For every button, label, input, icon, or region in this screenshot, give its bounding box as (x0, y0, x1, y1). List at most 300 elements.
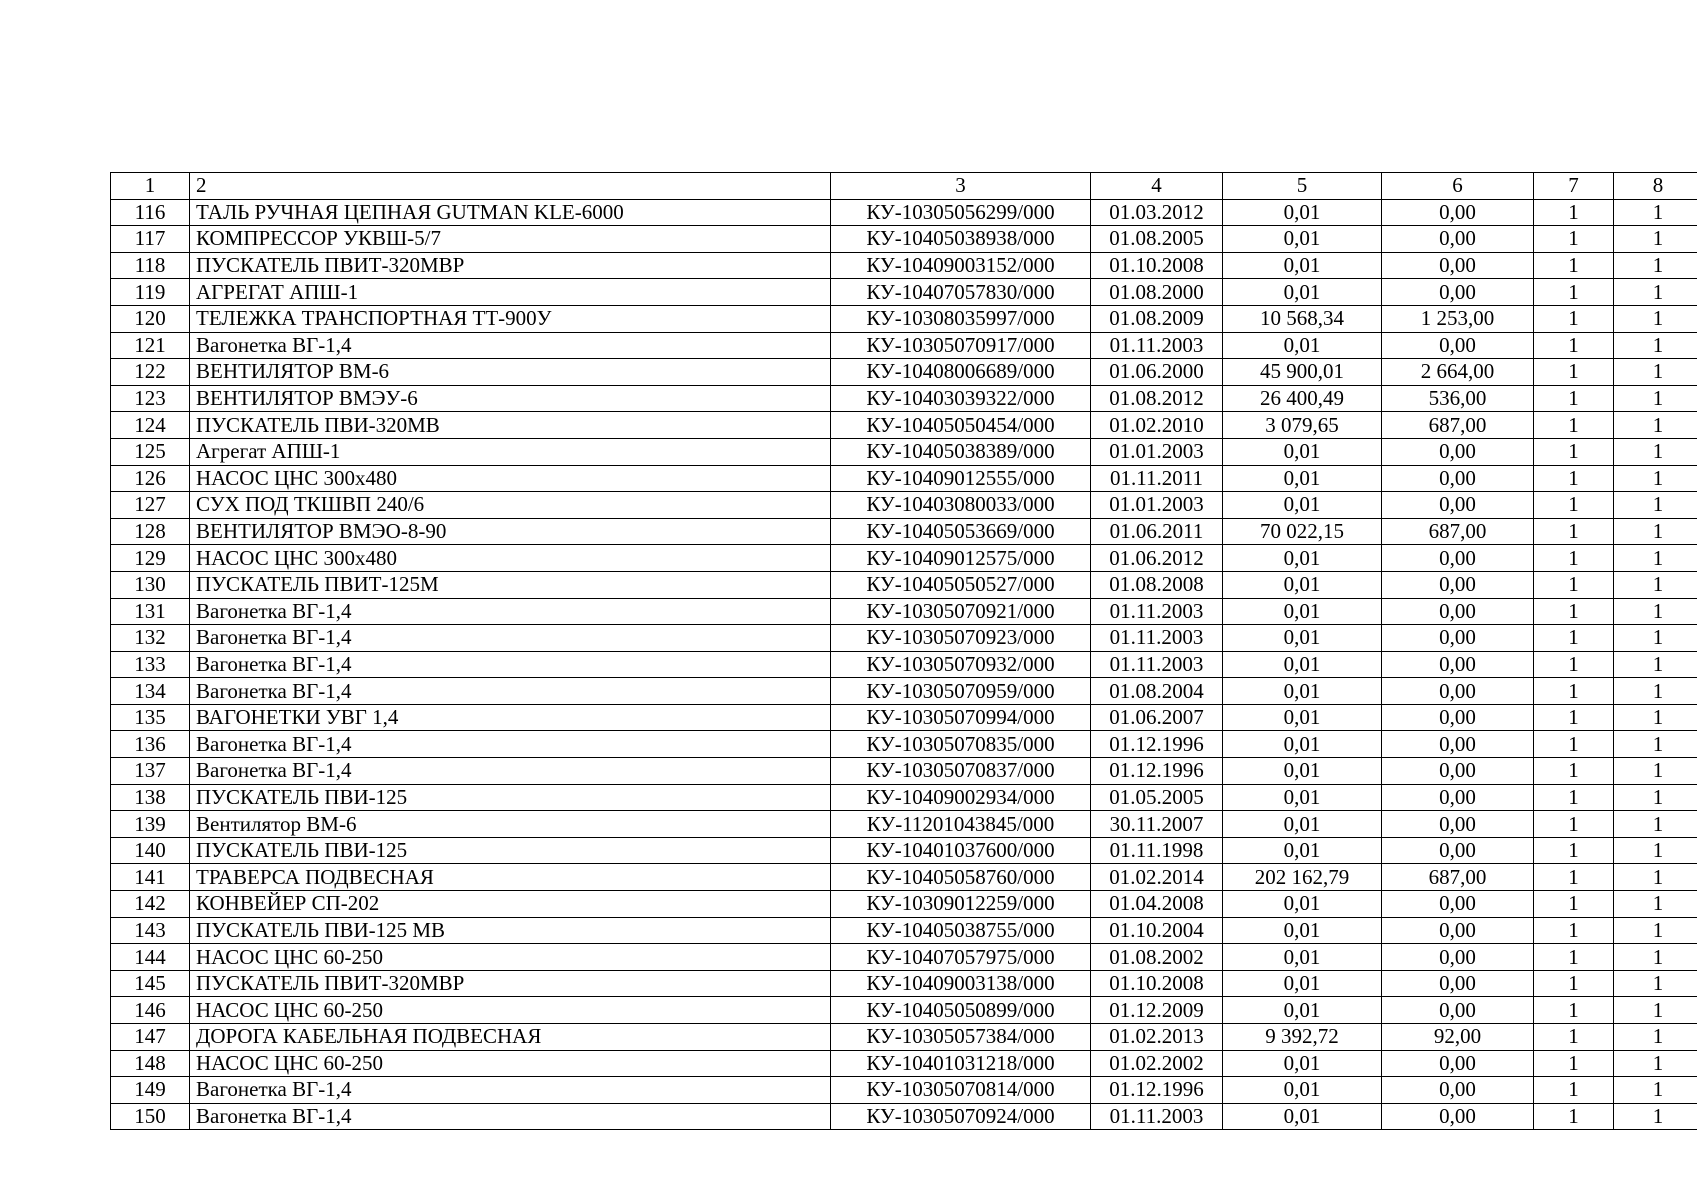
col7-cell: 1 (1534, 412, 1614, 439)
col7-cell: 1 (1534, 518, 1614, 545)
residual-value-cell: 687,00 (1382, 864, 1534, 891)
date-cell: 01.12.1996 (1091, 1077, 1223, 1104)
col7-cell: 1 (1534, 465, 1614, 492)
col7-cell: 1 (1534, 837, 1614, 864)
row-number-cell: 131 (111, 598, 190, 625)
value-cell: 0,01 (1223, 997, 1382, 1024)
table-row (111, 1024, 1697, 1051)
residual-value-cell: 0,00 (1382, 1077, 1534, 1104)
table-row (111, 944, 1697, 971)
col8-cell: 1 (1614, 704, 1697, 731)
residual-value-cell: 0,00 (1382, 571, 1534, 598)
col7-cell: 1 (1534, 970, 1614, 997)
col7-cell: 1 (1534, 332, 1614, 359)
table-row (111, 1103, 1697, 1130)
name-cell: ТЕЛЕЖКА ТРАНСПОРТНАЯ ТТ-900У (190, 305, 831, 332)
date-cell: 01.08.2000 (1091, 279, 1223, 306)
table-row (111, 465, 1697, 492)
col8-cell: 1 (1614, 678, 1697, 705)
table-row (111, 651, 1697, 678)
residual-value-cell: 0,00 (1382, 651, 1534, 678)
value-cell: 0,01 (1223, 1103, 1382, 1130)
col8-cell: 1 (1614, 891, 1697, 918)
name-cell: ВЕНТИЛЯТОР ВМ-6 (190, 359, 831, 386)
inventory-number-cell: КУ-10305070924/000 (831, 1103, 1091, 1130)
col8-cell: 1 (1614, 917, 1697, 944)
table-row (111, 385, 1697, 412)
col7-cell: 1 (1534, 944, 1614, 971)
col8-cell: 1 (1614, 784, 1697, 811)
date-cell: 01.08.2004 (1091, 678, 1223, 705)
residual-value-cell: 0,00 (1382, 199, 1534, 226)
name-cell: ДОРОГА КАБЕЛЬНАЯ ПОДВЕСНАЯ (190, 1024, 831, 1051)
col7-cell: 1 (1534, 704, 1614, 731)
table-row (111, 997, 1697, 1024)
value-cell: 26 400,49 (1223, 385, 1382, 412)
row-number-cell: 117 (111, 226, 190, 253)
value-cell: 0,01 (1223, 944, 1382, 971)
row-number-cell: 124 (111, 412, 190, 439)
date-cell: 01.01.2003 (1091, 438, 1223, 465)
date-cell: 01.10.2008 (1091, 970, 1223, 997)
value-cell: 9 392,72 (1223, 1024, 1382, 1051)
date-cell: 01.10.2008 (1091, 252, 1223, 279)
name-cell: Вагонетка ВГ-1,4 (190, 731, 831, 758)
col8-cell: 1 (1614, 226, 1697, 253)
value-cell: 0,01 (1223, 917, 1382, 944)
row-number-cell: 126 (111, 465, 190, 492)
header-cell-2: 2 (190, 173, 831, 200)
col8-cell: 1 (1614, 332, 1697, 359)
table-row (111, 598, 1697, 625)
row-number-cell: 119 (111, 279, 190, 306)
name-cell: Вагонетка ВГ-1,4 (190, 625, 831, 652)
value-cell: 0,01 (1223, 279, 1382, 306)
table-row (111, 970, 1697, 997)
inventory-number-cell: КУ-10408006689/000 (831, 359, 1091, 386)
col8-cell: 1 (1614, 545, 1697, 572)
col7-cell: 1 (1534, 598, 1614, 625)
col7-cell: 1 (1534, 891, 1614, 918)
header-row (111, 173, 1697, 200)
col7-cell: 1 (1534, 1077, 1614, 1104)
col8-cell: 1 (1614, 279, 1697, 306)
value-cell: 0,01 (1223, 332, 1382, 359)
table-row (111, 305, 1697, 332)
col7-cell: 1 (1534, 385, 1614, 412)
inventory-number-cell: КУ-10308035997/000 (831, 305, 1091, 332)
inventory-number-cell: КУ-10405050899/000 (831, 997, 1091, 1024)
date-cell: 01.11.1998 (1091, 837, 1223, 864)
col7-cell: 1 (1534, 811, 1614, 838)
name-cell: Вагонетка ВГ-1,4 (190, 598, 831, 625)
name-cell: Вагонетка ВГ-1,4 (190, 1103, 831, 1130)
col8-cell: 1 (1614, 837, 1697, 864)
table-header (111, 173, 1697, 200)
value-cell: 0,01 (1223, 545, 1382, 572)
inventory-number-cell: КУ-10409002934/000 (831, 784, 1091, 811)
table-row (111, 891, 1697, 918)
col8-cell: 1 (1614, 385, 1697, 412)
name-cell: ПУСКАТЕЛЬ ПВИТ-125М (190, 571, 831, 598)
name-cell: Вагонетка ВГ-1,4 (190, 1077, 831, 1104)
inventory-number-cell: КУ-10403039322/000 (831, 385, 1091, 412)
name-cell: ВАГОНЕТКИ УВГ 1,4 (190, 704, 831, 731)
name-cell: ПУСКАТЕЛЬ ПВИ-125 (190, 784, 831, 811)
table-row (111, 359, 1697, 386)
date-cell: 01.11.2003 (1091, 1103, 1223, 1130)
col7-cell: 1 (1534, 917, 1614, 944)
col8-cell: 1 (1614, 438, 1697, 465)
value-cell: 202 162,79 (1223, 864, 1382, 891)
value-cell: 70 022,15 (1223, 518, 1382, 545)
inventory-number-cell: КУ-10405058760/000 (831, 864, 1091, 891)
row-number-cell: 147 (111, 1024, 190, 1051)
value-cell: 0,01 (1223, 704, 1382, 731)
date-cell: 01.04.2008 (1091, 891, 1223, 918)
col7-cell: 1 (1534, 731, 1614, 758)
row-number-cell: 125 (111, 438, 190, 465)
col8-cell: 1 (1614, 465, 1697, 492)
value-cell: 0,01 (1223, 438, 1382, 465)
table-row (111, 1077, 1697, 1104)
value-cell: 0,01 (1223, 625, 1382, 652)
col8-cell: 1 (1614, 997, 1697, 1024)
col8-cell: 1 (1614, 1077, 1697, 1104)
residual-value-cell: 0,00 (1382, 758, 1534, 785)
date-cell: 01.06.2007 (1091, 704, 1223, 731)
col8-cell: 1 (1614, 731, 1697, 758)
header-cell-3: 3 (831, 173, 1091, 200)
row-number-cell: 142 (111, 891, 190, 918)
col8-cell: 1 (1614, 492, 1697, 519)
row-number-cell: 120 (111, 305, 190, 332)
residual-value-cell: 0,00 (1382, 545, 1534, 572)
document-sheet (110, 172, 1697, 1130)
table-row (111, 412, 1697, 439)
header-cell-6: 6 (1382, 173, 1534, 200)
name-cell: НАСОС ЦНС 60-250 (190, 1050, 831, 1077)
name-cell: ТРАВЕРСА ПОДВЕСНАЯ (190, 864, 831, 891)
col7-cell: 1 (1534, 678, 1614, 705)
inventory-number-cell: КУ-10405038938/000 (831, 226, 1091, 253)
residual-value-cell: 0,00 (1382, 1103, 1534, 1130)
inventory-number-cell: КУ-10405050454/000 (831, 412, 1091, 439)
inventory-number-cell: КУ-10305070932/000 (831, 651, 1091, 678)
header-cell-5: 5 (1223, 173, 1382, 200)
residual-value-cell: 0,00 (1382, 784, 1534, 811)
residual-value-cell: 0,00 (1382, 811, 1534, 838)
inventory-number-cell: КУ-10401037600/000 (831, 837, 1091, 864)
col8-cell: 1 (1614, 1050, 1697, 1077)
col7-cell: 1 (1534, 651, 1614, 678)
table-row (111, 917, 1697, 944)
table-row (111, 199, 1697, 226)
inventory-number-cell: КУ-10305070923/000 (831, 625, 1091, 652)
asset-table (110, 172, 1697, 1130)
col7-cell: 1 (1534, 199, 1614, 226)
residual-value-cell: 0,00 (1382, 704, 1534, 731)
date-cell: 01.05.2005 (1091, 784, 1223, 811)
row-number-cell: 137 (111, 758, 190, 785)
col8-cell: 1 (1614, 412, 1697, 439)
residual-value-cell: 2 664,00 (1382, 359, 1534, 386)
row-number-cell: 150 (111, 1103, 190, 1130)
name-cell: НАСОС ЦНС 60-250 (190, 997, 831, 1024)
date-cell: 01.06.2011 (1091, 518, 1223, 545)
date-cell: 30.11.2007 (1091, 811, 1223, 838)
value-cell: 0,01 (1223, 811, 1382, 838)
inventory-number-cell: КУ-10409003138/000 (831, 970, 1091, 997)
date-cell: 01.03.2012 (1091, 199, 1223, 226)
header-cell-8: 8 (1614, 173, 1697, 200)
row-number-cell: 146 (111, 997, 190, 1024)
value-cell: 0,01 (1223, 199, 1382, 226)
residual-value-cell: 0,00 (1382, 1050, 1534, 1077)
table-row (111, 837, 1697, 864)
col7-cell: 1 (1534, 545, 1614, 572)
name-cell: НАСОС ЦНС 300х480 (190, 545, 831, 572)
value-cell: 0,01 (1223, 784, 1382, 811)
row-number-cell: 133 (111, 651, 190, 678)
table-row (111, 731, 1697, 758)
name-cell: ПУСКАТЕЛЬ ПВИТ-320МВР (190, 970, 831, 997)
name-cell: ПУСКАТЕЛЬ ПВИ-125 (190, 837, 831, 864)
row-number-cell: 130 (111, 571, 190, 598)
residual-value-cell: 92,00 (1382, 1024, 1534, 1051)
residual-value-cell: 0,00 (1382, 279, 1534, 306)
col8-cell: 1 (1614, 571, 1697, 598)
value-cell: 0,01 (1223, 758, 1382, 785)
date-cell: 01.11.2003 (1091, 598, 1223, 625)
row-number-cell: 145 (111, 970, 190, 997)
date-cell: 01.08.2005 (1091, 226, 1223, 253)
col7-cell: 1 (1534, 1103, 1614, 1130)
row-number-cell: 127 (111, 492, 190, 519)
inventory-number-cell: КУ-10305070921/000 (831, 598, 1091, 625)
col8-cell: 1 (1614, 625, 1697, 652)
table-row (111, 678, 1697, 705)
name-cell: ПУСКАТЕЛЬ ПВИТ-320МВР (190, 252, 831, 279)
value-cell: 0,01 (1223, 598, 1382, 625)
date-cell: 01.11.2003 (1091, 332, 1223, 359)
col7-cell: 1 (1534, 359, 1614, 386)
table-row (111, 864, 1697, 891)
col7-cell: 1 (1534, 571, 1614, 598)
row-number-cell: 141 (111, 864, 190, 891)
col8-cell: 1 (1614, 758, 1697, 785)
date-cell: 01.12.2009 (1091, 997, 1223, 1024)
name-cell: Вагонетка ВГ-1,4 (190, 758, 831, 785)
residual-value-cell: 536,00 (1382, 385, 1534, 412)
table-row (111, 758, 1697, 785)
inventory-number-cell: КУ-10305070994/000 (831, 704, 1091, 731)
header-cell-4: 4 (1091, 173, 1223, 200)
name-cell: Агрегат АПШ-1 (190, 438, 831, 465)
row-number-cell: 136 (111, 731, 190, 758)
residual-value-cell: 0,00 (1382, 837, 1534, 864)
date-cell: 01.02.2014 (1091, 864, 1223, 891)
name-cell: ТАЛЬ РУЧНАЯ ЦЕПНАЯ GUTMAN KLE-6000 (190, 199, 831, 226)
inventory-number-cell: КУ-10405038755/000 (831, 917, 1091, 944)
name-cell: НАСОС ЦНС 60-250 (190, 944, 831, 971)
date-cell: 01.02.2013 (1091, 1024, 1223, 1051)
date-cell: 01.08.2009 (1091, 305, 1223, 332)
col8-cell: 1 (1614, 811, 1697, 838)
inventory-number-cell: КУ-10305070814/000 (831, 1077, 1091, 1104)
col7-cell: 1 (1534, 252, 1614, 279)
residual-value-cell: 687,00 (1382, 518, 1534, 545)
table-row (111, 252, 1697, 279)
table-row (111, 811, 1697, 838)
table-row (111, 332, 1697, 359)
value-cell: 0,01 (1223, 492, 1382, 519)
date-cell: 01.11.2011 (1091, 465, 1223, 492)
col7-cell: 1 (1534, 784, 1614, 811)
value-cell: 0,01 (1223, 226, 1382, 253)
table-row (111, 545, 1697, 572)
name-cell: АГРЕГАТ АПШ-1 (190, 279, 831, 306)
col7-cell: 1 (1534, 1024, 1614, 1051)
value-cell: 0,01 (1223, 731, 1382, 758)
residual-value-cell: 0,00 (1382, 465, 1534, 492)
date-cell: 01.06.2000 (1091, 359, 1223, 386)
residual-value-cell: 0,00 (1382, 252, 1534, 279)
residual-value-cell: 0,00 (1382, 917, 1534, 944)
table-row (111, 704, 1697, 731)
residual-value-cell: 0,00 (1382, 492, 1534, 519)
col8-cell: 1 (1614, 252, 1697, 279)
date-cell: 01.11.2003 (1091, 625, 1223, 652)
row-number-cell: 148 (111, 1050, 190, 1077)
col7-cell: 1 (1534, 492, 1614, 519)
col8-cell: 1 (1614, 651, 1697, 678)
inventory-number-cell: КУ-10305070959/000 (831, 678, 1091, 705)
row-number-cell: 118 (111, 252, 190, 279)
value-cell: 0,01 (1223, 651, 1382, 678)
date-cell: 01.08.2002 (1091, 944, 1223, 971)
row-number-cell: 139 (111, 811, 190, 838)
row-number-cell: 143 (111, 917, 190, 944)
col7-cell: 1 (1534, 864, 1614, 891)
col8-cell: 1 (1614, 518, 1697, 545)
col8-cell: 1 (1614, 199, 1697, 226)
header-cell-1: 1 (111, 173, 190, 200)
col8-cell: 1 (1614, 1024, 1697, 1051)
inventory-number-cell: КУ-10407057830/000 (831, 279, 1091, 306)
date-cell: 01.08.2012 (1091, 385, 1223, 412)
value-cell: 0,01 (1223, 678, 1382, 705)
date-cell: 01.12.1996 (1091, 758, 1223, 785)
residual-value-cell: 0,00 (1382, 891, 1534, 918)
residual-value-cell: 0,00 (1382, 678, 1534, 705)
row-number-cell: 123 (111, 385, 190, 412)
table-row (111, 625, 1697, 652)
residual-value-cell: 0,00 (1382, 731, 1534, 758)
name-cell: Вагонетка ВГ-1,4 (190, 651, 831, 678)
name-cell: КОНВЕЙЕР СП-202 (190, 891, 831, 918)
col7-cell: 1 (1534, 758, 1614, 785)
residual-value-cell: 1 253,00 (1382, 305, 1534, 332)
row-number-cell: 116 (111, 199, 190, 226)
row-number-cell: 128 (111, 518, 190, 545)
row-number-cell: 121 (111, 332, 190, 359)
col8-cell: 1 (1614, 944, 1697, 971)
inventory-number-cell: КУ-10305070835/000 (831, 731, 1091, 758)
col8-cell: 1 (1614, 864, 1697, 891)
table-row (111, 492, 1697, 519)
table-row (111, 279, 1697, 306)
residual-value-cell: 0,00 (1382, 625, 1534, 652)
date-cell: 01.01.2003 (1091, 492, 1223, 519)
name-cell: КОМПРЕССОР УКВШ-5/7 (190, 226, 831, 253)
inventory-number-cell: КУ-11201043845/000 (831, 811, 1091, 838)
row-number-cell: 135 (111, 704, 190, 731)
header-cell-7: 7 (1534, 173, 1614, 200)
row-number-cell: 132 (111, 625, 190, 652)
value-cell: 0,01 (1223, 970, 1382, 997)
residual-value-cell: 0,00 (1382, 970, 1534, 997)
row-number-cell: 144 (111, 944, 190, 971)
col7-cell: 1 (1534, 226, 1614, 253)
col8-cell: 1 (1614, 359, 1697, 386)
residual-value-cell: 0,00 (1382, 226, 1534, 253)
name-cell: Вентилятор ВМ-6 (190, 811, 831, 838)
name-cell: НАСОС ЦНС 300х480 (190, 465, 831, 492)
col8-cell: 1 (1614, 970, 1697, 997)
table-row (111, 226, 1697, 253)
col7-cell: 1 (1534, 997, 1614, 1024)
value-cell: 0,01 (1223, 1050, 1382, 1077)
table-body (111, 199, 1697, 1130)
inventory-number-cell: КУ-10305057384/000 (831, 1024, 1091, 1051)
date-cell: 01.06.2012 (1091, 545, 1223, 572)
residual-value-cell: 0,00 (1382, 598, 1534, 625)
value-cell: 45 900,01 (1223, 359, 1382, 386)
row-number-cell: 140 (111, 837, 190, 864)
value-cell: 0,01 (1223, 1077, 1382, 1104)
col7-cell: 1 (1534, 438, 1614, 465)
row-number-cell: 122 (111, 359, 190, 386)
date-cell: 01.10.2004 (1091, 917, 1223, 944)
residual-value-cell: 0,00 (1382, 944, 1534, 971)
inventory-number-cell: КУ-10409003152/000 (831, 252, 1091, 279)
name-cell: ПУСКАТЕЛЬ ПВИ-320МВ (190, 412, 831, 439)
value-cell: 3 079,65 (1223, 412, 1382, 439)
inventory-number-cell: КУ-10305070917/000 (831, 332, 1091, 359)
table-row (111, 438, 1697, 465)
name-cell: ПУСКАТЕЛЬ ПВИ-125 МВ (190, 917, 831, 944)
name-cell: ВЕНТИЛЯТОР ВМЭО-8-90 (190, 518, 831, 545)
date-cell: 01.11.2003 (1091, 651, 1223, 678)
col7-cell: 1 (1534, 625, 1614, 652)
residual-value-cell: 0,00 (1382, 997, 1534, 1024)
name-cell: Вагонетка ВГ-1,4 (190, 678, 831, 705)
inventory-number-cell: КУ-10309012259/000 (831, 891, 1091, 918)
inventory-number-cell: КУ-10305070837/000 (831, 758, 1091, 785)
value-cell: 0,01 (1223, 891, 1382, 918)
inventory-number-cell: КУ-10305056299/000 (831, 199, 1091, 226)
date-cell: 01.12.1996 (1091, 731, 1223, 758)
col8-cell: 1 (1614, 305, 1697, 332)
table-row (111, 571, 1697, 598)
value-cell: 0,01 (1223, 252, 1382, 279)
col7-cell: 1 (1534, 1050, 1614, 1077)
table-row (111, 518, 1697, 545)
table-row (111, 784, 1697, 811)
inventory-number-cell: КУ-10405038389/000 (831, 438, 1091, 465)
value-cell: 0,01 (1223, 837, 1382, 864)
